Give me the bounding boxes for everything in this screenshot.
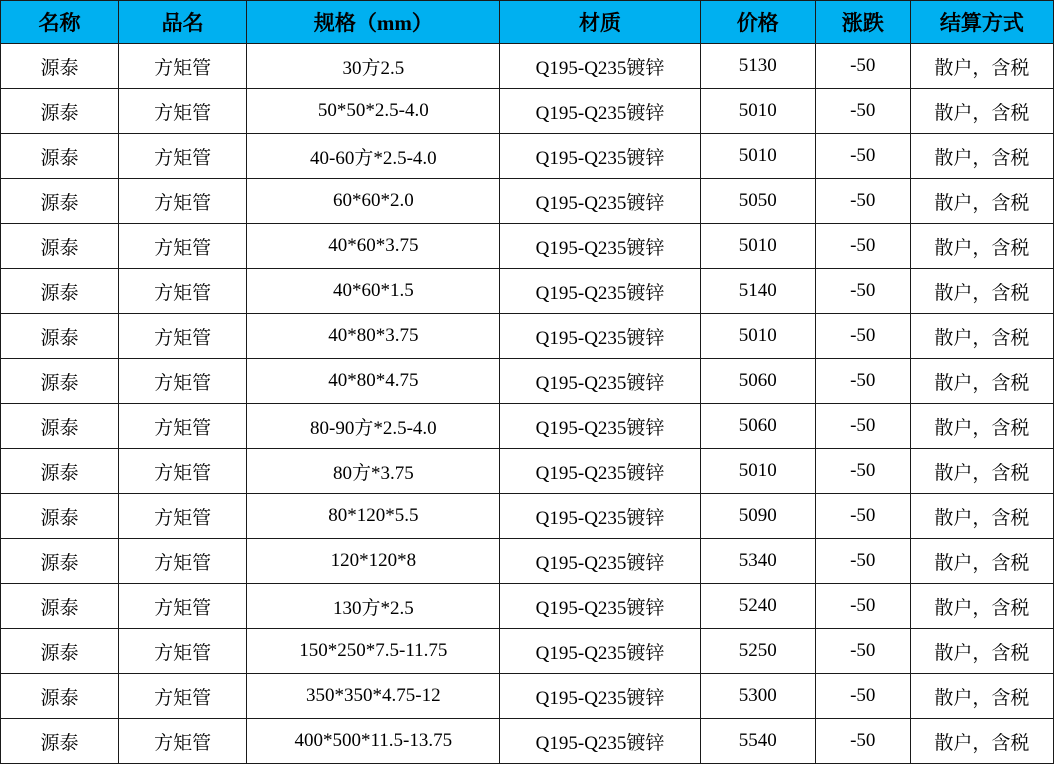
cell-settlement: 散户，含税 <box>910 269 1053 314</box>
table-row <box>1 44 1054 89</box>
column-header-name: 名称 <box>1 1 119 44</box>
cell-product: 方矩管 <box>119 584 247 629</box>
cell-product: 方矩管 <box>119 404 247 449</box>
cell-change: -50 <box>815 269 910 314</box>
cell-price: 5010 <box>700 134 815 179</box>
table-row <box>1 89 1054 134</box>
cell-name: 源泰 <box>1 494 119 539</box>
cell-settlement: 散户，含税 <box>910 44 1053 89</box>
cell-price: 5010 <box>700 224 815 269</box>
column-header-product: 品名 <box>119 1 247 44</box>
cell-product: 方矩管 <box>119 539 247 584</box>
cell-material: Q195-Q235镀锌 <box>500 359 700 404</box>
cell-name: 源泰 <box>1 179 119 224</box>
cell-material: Q195-Q235镀锌 <box>500 539 700 584</box>
cell-product: 方矩管 <box>119 719 247 764</box>
cell-spec: 80-90方*2.5-4.0 <box>247 404 500 449</box>
cell-name: 源泰 <box>1 44 119 89</box>
cell-product: 方矩管 <box>119 449 247 494</box>
cell-price: 5010 <box>700 449 815 494</box>
column-header-settlement: 结算方式 <box>910 1 1053 44</box>
cell-price: 5010 <box>700 89 815 134</box>
cell-spec: 40-60方*2.5-4.0 <box>247 134 500 179</box>
cell-settlement: 散户，含税 <box>910 539 1053 584</box>
table-row <box>1 314 1054 359</box>
cell-price: 5340 <box>700 539 815 584</box>
cell-spec: 60*60*2.0 <box>247 179 500 224</box>
cell-price: 5300 <box>700 674 815 719</box>
cell-change: -50 <box>815 89 910 134</box>
cell-material: Q195-Q235镀锌 <box>500 44 700 89</box>
column-header-spec: 规格（mm） <box>247 1 500 44</box>
cell-change: -50 <box>815 134 910 179</box>
table-header <box>1 1 1054 44</box>
cell-price: 5090 <box>700 494 815 539</box>
cell-name: 源泰 <box>1 629 119 674</box>
cell-price: 5240 <box>700 584 815 629</box>
cell-name: 源泰 <box>1 134 119 179</box>
table-row <box>1 359 1054 404</box>
cell-change: -50 <box>815 179 910 224</box>
cell-product: 方矩管 <box>119 314 247 359</box>
cell-spec: 80方*3.75 <box>247 449 500 494</box>
cell-price: 5060 <box>700 404 815 449</box>
table-row <box>1 539 1054 584</box>
cell-material: Q195-Q235镀锌 <box>500 404 700 449</box>
cell-material: Q195-Q235镀锌 <box>500 89 700 134</box>
cell-change: -50 <box>815 629 910 674</box>
table-header-row <box>1 1 1054 44</box>
table-row <box>1 179 1054 224</box>
cell-settlement: 散户，含税 <box>910 629 1053 674</box>
table-row <box>1 494 1054 539</box>
cell-product: 方矩管 <box>119 494 247 539</box>
cell-change: -50 <box>815 494 910 539</box>
cell-spec: 400*500*11.5-13.75 <box>247 719 500 764</box>
cell-spec: 80*120*5.5 <box>247 494 500 539</box>
cell-material: Q195-Q235镀锌 <box>500 224 700 269</box>
cell-name: 源泰 <box>1 404 119 449</box>
cell-material: Q195-Q235镀锌 <box>500 449 700 494</box>
cell-settlement: 散户，含税 <box>910 224 1053 269</box>
cell-spec: 40*80*3.75 <box>247 314 500 359</box>
cell-change: -50 <box>815 404 910 449</box>
cell-name: 源泰 <box>1 359 119 404</box>
cell-settlement: 散户，含税 <box>910 494 1053 539</box>
cell-spec: 150*250*7.5-11.75 <box>247 629 500 674</box>
cell-material: Q195-Q235镀锌 <box>500 179 700 224</box>
cell-material: Q195-Q235镀锌 <box>500 629 700 674</box>
cell-spec: 120*120*8 <box>247 539 500 584</box>
cell-change: -50 <box>815 44 910 89</box>
table-row <box>1 404 1054 449</box>
cell-change: -50 <box>815 719 910 764</box>
cell-material: Q195-Q235镀锌 <box>500 314 700 359</box>
cell-spec: 40*60*3.75 <box>247 224 500 269</box>
cell-settlement: 散户，含税 <box>910 359 1053 404</box>
cell-settlement: 散户，含税 <box>910 719 1053 764</box>
table-row <box>1 449 1054 494</box>
cell-product: 方矩管 <box>119 629 247 674</box>
cell-name: 源泰 <box>1 224 119 269</box>
cell-name: 源泰 <box>1 584 119 629</box>
cell-spec: 50*50*2.5-4.0 <box>247 89 500 134</box>
cell-product: 方矩管 <box>119 359 247 404</box>
cell-name: 源泰 <box>1 719 119 764</box>
column-header-change: 涨跌 <box>815 1 910 44</box>
cell-product: 方矩管 <box>119 89 247 134</box>
column-header-material: 材质 <box>500 1 700 44</box>
cell-product: 方矩管 <box>119 269 247 314</box>
cell-change: -50 <box>815 539 910 584</box>
cell-product: 方矩管 <box>119 224 247 269</box>
cell-name: 源泰 <box>1 539 119 584</box>
cell-price: 5140 <box>700 269 815 314</box>
cell-material: Q195-Q235镀锌 <box>500 134 700 179</box>
cell-material: Q195-Q235镀锌 <box>500 674 700 719</box>
cell-spec: 30方2.5 <box>247 44 500 89</box>
cell-name: 源泰 <box>1 449 119 494</box>
table-row <box>1 269 1054 314</box>
cell-change: -50 <box>815 314 910 359</box>
cell-material: Q195-Q235镀锌 <box>500 269 700 314</box>
cell-material: Q195-Q235镀锌 <box>500 719 700 764</box>
cell-settlement: 散户，含税 <box>910 674 1053 719</box>
cell-product: 方矩管 <box>119 179 247 224</box>
cell-price: 5060 <box>700 359 815 404</box>
cell-name: 源泰 <box>1 269 119 314</box>
cell-settlement: 散户，含税 <box>910 89 1053 134</box>
cell-material: Q195-Q235镀锌 <box>500 584 700 629</box>
cell-spec: 40*80*4.75 <box>247 359 500 404</box>
cell-price: 5130 <box>700 44 815 89</box>
cell-settlement: 散户，含税 <box>910 134 1053 179</box>
cell-name: 源泰 <box>1 314 119 359</box>
cell-settlement: 散户，含税 <box>910 179 1053 224</box>
column-header-price: 价格 <box>700 1 815 44</box>
cell-change: -50 <box>815 449 910 494</box>
cell-settlement: 散户，含税 <box>910 404 1053 449</box>
table-row <box>1 584 1054 629</box>
table-row <box>1 674 1054 719</box>
cell-change: -50 <box>815 224 910 269</box>
cell-spec: 350*350*4.75-12 <box>247 674 500 719</box>
cell-price: 5250 <box>700 629 815 674</box>
table-row <box>1 629 1054 674</box>
cell-settlement: 散户，含税 <box>910 584 1053 629</box>
table-body <box>1 44 1054 764</box>
cell-change: -50 <box>815 584 910 629</box>
cell-settlement: 散户，含税 <box>910 314 1053 359</box>
cell-name: 源泰 <box>1 89 119 134</box>
cell-change: -50 <box>815 674 910 719</box>
cell-material: Q195-Q235镀锌 <box>500 494 700 539</box>
cell-spec: 40*60*1.5 <box>247 269 500 314</box>
table-row <box>1 224 1054 269</box>
cell-change: -50 <box>815 359 910 404</box>
table-row <box>1 134 1054 179</box>
cell-price: 5050 <box>700 179 815 224</box>
cell-price: 5010 <box>700 314 815 359</box>
cell-product: 方矩管 <box>119 44 247 89</box>
cell-product: 方矩管 <box>119 674 247 719</box>
cell-price: 5540 <box>700 719 815 764</box>
cell-spec: 130方*2.5 <box>247 584 500 629</box>
cell-product: 方矩管 <box>119 134 247 179</box>
table-row <box>1 719 1054 764</box>
cell-name: 源泰 <box>1 674 119 719</box>
cell-settlement: 散户，含税 <box>910 449 1053 494</box>
